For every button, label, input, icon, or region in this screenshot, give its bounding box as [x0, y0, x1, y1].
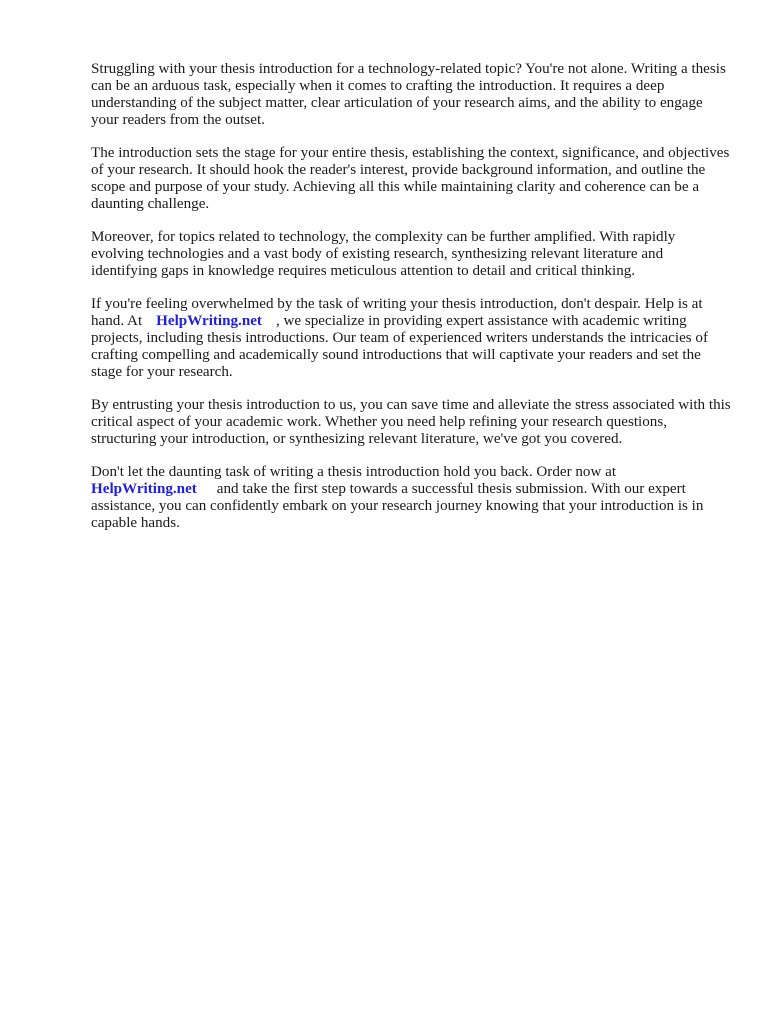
paragraph-order-text-before: Don't let the daunting task of writing a thesis introduction hold you back. Order now at: [91, 464, 617, 480]
paragraph-entrusting: By entrusting your thesis introduction to us, you can save time and alleviate the stress associated with this critical aspect of your academic work. Whether you need help refining your research questions, structuring your introduction, or synthesizing relevant literature, we've got you covered.: [91, 397, 731, 447]
paragraph-stage: The introduction sets the stage for your entire thesis, establishing the context, significance, and objectives of your research. It should hook the reader's interest, provide background information, and outline the scope and purpose of your study. Achieving all this while maintaining clarity and coherence can be a daunting challenge.: [91, 145, 730, 212]
paragraph-help: [91, 296, 731, 381]
paragraph-order: [91, 464, 731, 532]
paragraph-technology: Moreover, for topics related to technology, the complexity can be further amplified. With rapidly evolving technologies and a vast body of existing research, synthesizing relevant literature and identifying gaps in knowledge requires meticulous attention to detail and critical thinking.: [91, 229, 676, 279]
paragraph-order-text-after: and take the first step towards a successful thesis submission. With our expert assistance, you can confidently embark on your research journey knowing that your introduction is in capable hands.: [91, 481, 704, 531]
helpwriting-link[interactable]: HelpWriting.net: [156, 313, 262, 329]
paragraph-help-text-before: If you're feeling overwhelmed by the task of writing your thesis introduction, don't despair. Help is at hand. At: [91, 296, 703, 329]
paragraph-help-text-after: , we specialize in providing expert assistance with academic writing projects, including thesis introductions. Our team of experienced writers understands the intricacies of crafting compelling and academically sound introductions that will captivate your readers and set the stage for your research.: [91, 313, 708, 380]
document-page: [91, 61, 731, 548]
paragraph-intro: Struggling with your thesis introduction for a technology-related topic? You're not alone. Writing a thesis can be an arduous task, especially when it comes to crafting the introduction. It requires a deep understanding of the subject matter, clear articulation of your research aims, and the ability to engage your readers from the outset.: [91, 61, 726, 128]
helpwriting-order-link[interactable]: HelpWriting.net: [91, 481, 197, 497]
